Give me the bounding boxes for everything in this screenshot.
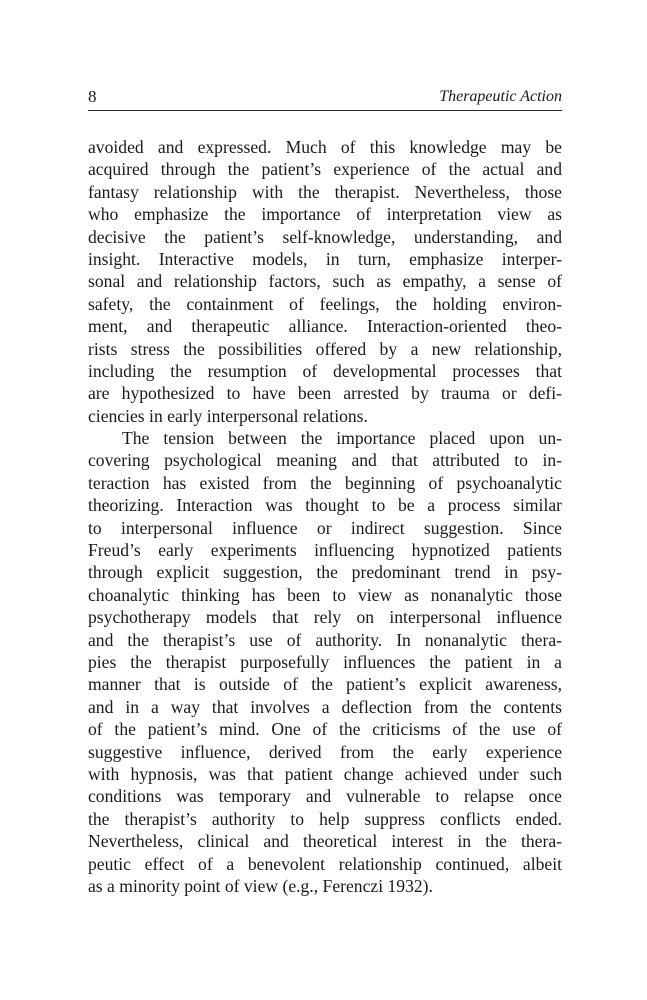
text-line: choanalytic thinking has been to view as nonanalytic those <box>88 584 562 605</box>
text-line: sonal and relationship factors, such as empathy, a sense of <box>88 271 562 292</box>
running-title: Therapeutic Action <box>439 88 562 105</box>
paragraph-2 <box>88 427 562 897</box>
text-line: manner that is outside of the patient’s explicit awareness, <box>88 674 562 695</box>
text-line: Nevertheless, clinical and theoretical interest in the thera- <box>88 831 562 852</box>
text-line: acquired through the patient’s experience of the actual and <box>88 159 562 180</box>
text-line: rists stress the possibilities offered by a new relationship, <box>88 338 562 359</box>
text-line: as a minority point of view (e.g., Ferenczi 1932). <box>88 875 433 896</box>
text-line: and the therapist’s use of authority. In nonanalytic thera- <box>88 629 562 650</box>
text-line: are hypothesized to have been arrested by trauma or defi- <box>88 383 562 404</box>
text-line: ciencies in early interpersonal relations. <box>88 405 368 426</box>
text-line: Freud’s early experiments influencing hypnotized patients <box>88 540 562 561</box>
text-line: pies the therapist purposefully influences the patient in a <box>88 651 562 672</box>
text-line: The tension between the importance placed upon un- <box>122 428 562 449</box>
body-text <box>88 136 562 897</box>
text-line: to interpersonal influence or indirect suggestion. Since <box>88 517 562 538</box>
text-line: decisive the patient’s self-knowledge, understanding, and <box>88 226 562 247</box>
text-line: who emphasize the importance of interpretation view as <box>88 204 562 225</box>
text-line: ment, and therapeutic alliance. Interaction-oriented theo- <box>88 316 562 337</box>
text-line: safety, the containment of feelings, the holding environ- <box>88 293 562 314</box>
text-line: through explicit suggestion, the predominant trend in psy- <box>88 562 562 583</box>
text-line: and in a way that involves a deflection from the contents <box>88 696 562 717</box>
text-line: of the patient’s mind. One of the criticisms of the use of <box>88 719 562 740</box>
text-line: with hypnosis, was that patient change achieved under such <box>88 763 562 784</box>
text-line: the therapist’s authority to help suppress conflicts ended. <box>88 808 562 829</box>
text-line: teraction has existed from the beginning of psychoanalytic <box>88 472 562 493</box>
text-line: suggestive influence, derived from the early experience <box>88 741 562 762</box>
page-number: 8 <box>88 87 97 106</box>
text-line: fantasy relationship with the therapist. Nevertheless, those <box>88 181 562 202</box>
text-line: psychotherapy models that rely on interpersonal influence <box>88 607 562 628</box>
running-head <box>88 86 562 111</box>
paragraph-1 <box>88 136 562 427</box>
text-line: insight. Interactive models, in turn, emphasize interper- <box>88 248 562 269</box>
text-line: covering psychological meaning and that attributed to in- <box>88 450 562 471</box>
text-line: including the resumption of developmental processes that <box>88 360 562 381</box>
text-line: theorizing. Interaction was thought to be a process similar <box>88 495 562 516</box>
text-line: conditions was temporary and vulnerable to relapse once <box>88 786 562 807</box>
text-line: peutic effect of a benevolent relationship continued, albeit <box>88 853 562 874</box>
text-line: avoided and expressed. Much of this knowledge may be <box>88 137 562 157</box>
